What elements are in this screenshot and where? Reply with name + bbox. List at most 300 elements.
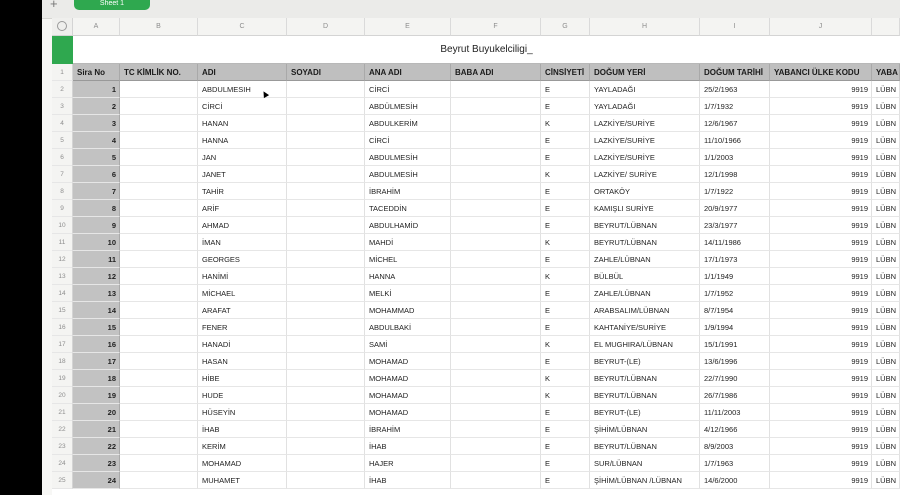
table-cell[interactable] bbox=[287, 455, 365, 472]
table-cell[interactable]: LÜBN bbox=[872, 200, 900, 217]
header-cell[interactable]: TC KİMLİK NO. bbox=[120, 64, 198, 81]
table-cell[interactable]: 1 bbox=[73, 81, 120, 98]
table-cell[interactable] bbox=[287, 472, 365, 489]
table-cell[interactable]: 23 bbox=[73, 455, 120, 472]
table-cell[interactable]: 20/9/1977 bbox=[700, 200, 770, 217]
table-cell[interactable]: 9919 bbox=[770, 472, 872, 489]
table-cell[interactable]: AHMAD bbox=[198, 217, 287, 234]
table-cell[interactable]: 8 bbox=[73, 200, 120, 217]
table-cell[interactable]: 9919 bbox=[770, 81, 872, 98]
table-cell[interactable]: E bbox=[541, 455, 590, 472]
table-cell[interactable]: LÜBN bbox=[872, 268, 900, 285]
table-cell[interactable]: LÜBN bbox=[872, 285, 900, 302]
table-cell[interactable]: 9919 bbox=[770, 166, 872, 183]
table-cell[interactable]: HİBE bbox=[198, 370, 287, 387]
table-cell[interactable]: 9919 bbox=[770, 285, 872, 302]
table-cell[interactable]: ABDÜLMESİH bbox=[365, 98, 451, 115]
table-cell[interactable]: ABDULBAKİ bbox=[365, 319, 451, 336]
table-cell[interactable]: ABDULHAMİD bbox=[365, 217, 451, 234]
row-number[interactable]: 18 bbox=[52, 353, 73, 370]
column-header[interactable]: A bbox=[73, 18, 120, 36]
table-cell[interactable] bbox=[120, 319, 198, 336]
table-cell[interactable]: 9919 bbox=[770, 200, 872, 217]
table-cell[interactable] bbox=[451, 234, 541, 251]
table-cell[interactable] bbox=[120, 387, 198, 404]
table-cell[interactable] bbox=[451, 200, 541, 217]
table-cell[interactable]: 9919 bbox=[770, 268, 872, 285]
table-cell[interactable]: MOHAMAD bbox=[365, 404, 451, 421]
table-cell[interactable] bbox=[451, 353, 541, 370]
table-cell[interactable] bbox=[287, 302, 365, 319]
table-cell[interactable]: LÜBN bbox=[872, 217, 900, 234]
table-cell[interactable]: E bbox=[541, 98, 590, 115]
table-cell[interactable]: ZAHLE/LÜBNAN bbox=[590, 251, 700, 268]
table-cell[interactable] bbox=[287, 183, 365, 200]
table-cell[interactable]: CİRCİ bbox=[365, 132, 451, 149]
table-cell[interactable]: İHAB bbox=[365, 438, 451, 455]
table-cell[interactable] bbox=[287, 353, 365, 370]
row-number[interactable]: 12 bbox=[52, 251, 73, 268]
header-cell[interactable]: ANA ADI bbox=[365, 64, 451, 81]
table-cell[interactable]: K bbox=[541, 166, 590, 183]
table-cell[interactable]: E bbox=[541, 81, 590, 98]
table-cell[interactable] bbox=[120, 149, 198, 166]
table-cell[interactable]: 9919 bbox=[770, 421, 872, 438]
table-cell[interactable]: E bbox=[541, 404, 590, 421]
table-cell[interactable]: 22/7/1990 bbox=[700, 370, 770, 387]
table-cell[interactable]: E bbox=[541, 200, 590, 217]
table-cell[interactable] bbox=[451, 387, 541, 404]
table-cell[interactable]: 1/1/2003 bbox=[700, 149, 770, 166]
column-header[interactable]: B bbox=[120, 18, 198, 36]
table-cell[interactable] bbox=[451, 472, 541, 489]
table-cell[interactable] bbox=[451, 404, 541, 421]
table-cell[interactable]: LÜBN bbox=[872, 370, 900, 387]
table-cell[interactable]: MİCHAEL bbox=[198, 285, 287, 302]
table-cell[interactable]: İHAB bbox=[365, 472, 451, 489]
table-cell[interactable]: 14/11/1986 bbox=[700, 234, 770, 251]
row-number[interactable]: 2 bbox=[52, 81, 73, 98]
table-cell[interactable]: K bbox=[541, 370, 590, 387]
header-cell[interactable]: Sira No bbox=[73, 64, 120, 81]
table-cell[interactable]: 12/6/1967 bbox=[700, 115, 770, 132]
table-cell[interactable]: 13 bbox=[73, 285, 120, 302]
table-cell[interactable] bbox=[287, 404, 365, 421]
table-cell[interactable] bbox=[287, 319, 365, 336]
table-cell[interactable]: 1/9/1994 bbox=[700, 319, 770, 336]
table-cell[interactable]: 9919 bbox=[770, 115, 872, 132]
table-cell[interactable]: YAYLADAĞI bbox=[590, 98, 700, 115]
row-number[interactable]: 13 bbox=[52, 268, 73, 285]
table-cell[interactable]: 1/1/1949 bbox=[700, 268, 770, 285]
column-header[interactable]: I bbox=[700, 18, 770, 36]
table-cell[interactable]: KAMIŞLI SURİYE bbox=[590, 200, 700, 217]
table-cell[interactable] bbox=[451, 421, 541, 438]
table-cell[interactable] bbox=[451, 166, 541, 183]
table-cell[interactable] bbox=[120, 166, 198, 183]
table-cell[interactable]: 9919 bbox=[770, 438, 872, 455]
sheet-grid[interactable] bbox=[52, 18, 900, 495]
table-cell[interactable]: 12 bbox=[73, 268, 120, 285]
table-cell[interactable]: ŞİHİM/LÜBNAN bbox=[590, 421, 700, 438]
table-cell[interactable]: LÜBN bbox=[872, 472, 900, 489]
table-cell[interactable]: 11/10/1966 bbox=[700, 132, 770, 149]
table-cell[interactable]: LAZKİYE/ SURİYE bbox=[590, 166, 700, 183]
select-all-corner[interactable] bbox=[52, 18, 73, 36]
table-cell[interactable] bbox=[287, 336, 365, 353]
table-cell[interactable]: ORTAKÖY bbox=[590, 183, 700, 200]
table-cell[interactable]: 9919 bbox=[770, 132, 872, 149]
table-cell[interactable] bbox=[451, 370, 541, 387]
row-number[interactable]: 22 bbox=[52, 421, 73, 438]
table-cell[interactable] bbox=[287, 217, 365, 234]
table-cell[interactable] bbox=[120, 268, 198, 285]
table-cell[interactable]: JANET bbox=[198, 166, 287, 183]
table-cell[interactable]: İBRAHİM bbox=[365, 421, 451, 438]
table-cell[interactable]: LÜBN bbox=[872, 183, 900, 200]
table-cell[interactable] bbox=[451, 132, 541, 149]
table-cell[interactable]: ABDULMESIH bbox=[198, 81, 287, 98]
column-header[interactable]: J bbox=[770, 18, 872, 36]
table-cell[interactable]: E bbox=[541, 132, 590, 149]
table-cell[interactable]: 9919 bbox=[770, 387, 872, 404]
header-cell[interactable]: ADI bbox=[198, 64, 287, 81]
table-cell[interactable]: GEORGES bbox=[198, 251, 287, 268]
row-number[interactable]: 9 bbox=[52, 200, 73, 217]
table-cell[interactable]: 11 bbox=[73, 251, 120, 268]
row-number[interactable]: 5 bbox=[52, 132, 73, 149]
table-cell[interactable]: 26/7/1986 bbox=[700, 387, 770, 404]
table-cell[interactable] bbox=[120, 217, 198, 234]
table-cell[interactable] bbox=[451, 336, 541, 353]
table-cell[interactable] bbox=[287, 132, 365, 149]
table-cell[interactable]: 15 bbox=[73, 319, 120, 336]
table-cell[interactable]: 15/1/1991 bbox=[700, 336, 770, 353]
table-cell[interactable]: TACEDDİN bbox=[365, 200, 451, 217]
table-cell[interactable]: 1/7/1963 bbox=[700, 455, 770, 472]
table-cell[interactable]: 9919 bbox=[770, 98, 872, 115]
table-cell[interactable]: MAHDİ bbox=[365, 234, 451, 251]
table-cell[interactable]: ABDULKERİM bbox=[365, 115, 451, 132]
row-number[interactable]: 15 bbox=[52, 302, 73, 319]
table-cell[interactable]: SAMİ bbox=[365, 336, 451, 353]
table-cell[interactable]: ARABSALIM/LÜBNAN bbox=[590, 302, 700, 319]
table-cell[interactable] bbox=[120, 302, 198, 319]
table-cell[interactable]: EL MUGHIRA/LÜBNAN bbox=[590, 336, 700, 353]
table-cell[interactable] bbox=[451, 251, 541, 268]
table-cell[interactable]: 23/3/1977 bbox=[700, 217, 770, 234]
table-cell[interactable]: KERİM bbox=[198, 438, 287, 455]
table-cell[interactable]: MELKİ bbox=[365, 285, 451, 302]
header-cell[interactable]: DOĞUM YERİ bbox=[590, 64, 700, 81]
header-cell[interactable]: CİNSİYETİ bbox=[541, 64, 590, 81]
table-cell[interactable] bbox=[120, 81, 198, 98]
row-number[interactable]: 21 bbox=[52, 404, 73, 421]
header-cell[interactable]: SOYADI bbox=[287, 64, 365, 81]
table-cell[interactable]: E bbox=[541, 217, 590, 234]
table-cell[interactable]: ŞİHİM/LÜBNAN /LÜBNAN bbox=[590, 472, 700, 489]
table-cell[interactable]: BÜLBÜL bbox=[590, 268, 700, 285]
table-cell[interactable]: LÜBN bbox=[872, 149, 900, 166]
tab-sheet-1[interactable]: Sheet 1 bbox=[74, 0, 150, 10]
column-header[interactable]: H bbox=[590, 18, 700, 36]
table-cell[interactable]: 22 bbox=[73, 438, 120, 455]
table-cell[interactable]: HUDE bbox=[198, 387, 287, 404]
table-cell[interactable] bbox=[287, 149, 365, 166]
table-cell[interactable] bbox=[287, 387, 365, 404]
table-cell[interactable]: 9919 bbox=[770, 234, 872, 251]
table-cell[interactable] bbox=[287, 166, 365, 183]
header-cell[interactable]: BABA ADI bbox=[451, 64, 541, 81]
table-cell[interactable]: 9 bbox=[73, 217, 120, 234]
table-cell[interactable] bbox=[451, 115, 541, 132]
table-cell[interactable]: K bbox=[541, 336, 590, 353]
table-cell[interactable] bbox=[120, 98, 198, 115]
table-cell[interactable]: 4/12/1966 bbox=[700, 421, 770, 438]
table-cell[interactable] bbox=[287, 438, 365, 455]
table-cell[interactable]: E bbox=[541, 353, 590, 370]
table-cell[interactable] bbox=[120, 183, 198, 200]
table-cell[interactable]: MİCHEL bbox=[365, 251, 451, 268]
table-cell[interactable] bbox=[451, 319, 541, 336]
row-number[interactable]: 8 bbox=[52, 183, 73, 200]
row-number[interactable]: 17 bbox=[52, 336, 73, 353]
table-cell[interactable]: BEYRUT-(LE) bbox=[590, 404, 700, 421]
table-cell[interactable] bbox=[451, 98, 541, 115]
row-number[interactable]: 25 bbox=[52, 472, 73, 489]
table-cell[interactable]: 9919 bbox=[770, 336, 872, 353]
table-cell[interactable]: E bbox=[541, 251, 590, 268]
table-cell[interactable] bbox=[287, 421, 365, 438]
row-number[interactable]: 1 bbox=[52, 64, 73, 81]
table-cell[interactable] bbox=[120, 336, 198, 353]
table-cell[interactable] bbox=[451, 149, 541, 166]
column-header[interactable]: D bbox=[287, 18, 365, 36]
table-cell[interactable]: 7 bbox=[73, 183, 120, 200]
table-cell[interactable]: ABDULMESİH bbox=[365, 166, 451, 183]
table-cell[interactable]: LÜBN bbox=[872, 404, 900, 421]
row-number[interactable]: 24 bbox=[52, 455, 73, 472]
table-cell[interactable] bbox=[120, 251, 198, 268]
table-cell[interactable]: 18 bbox=[73, 370, 120, 387]
table-cell[interactable]: LÜBN bbox=[872, 336, 900, 353]
table-cell[interactable]: E bbox=[541, 421, 590, 438]
table-cell[interactable]: JAN bbox=[198, 149, 287, 166]
table-cell[interactable]: ABDULMESİH bbox=[365, 149, 451, 166]
table-cell[interactable]: BEYRUT/LÜBNAN bbox=[590, 370, 700, 387]
table-cell[interactable]: 14/6/2000 bbox=[700, 472, 770, 489]
table-cell[interactable]: 1/7/1932 bbox=[700, 98, 770, 115]
table-cell[interactable]: BEYRUT-(LE) bbox=[590, 353, 700, 370]
row-number[interactable]: 20 bbox=[52, 387, 73, 404]
add-sheet-button[interactable]: + bbox=[50, 0, 58, 11]
table-cell[interactable] bbox=[287, 251, 365, 268]
table-cell[interactable] bbox=[287, 81, 365, 98]
table-cell[interactable]: 25/2/1963 bbox=[700, 81, 770, 98]
table-cell[interactable]: 11/11/2003 bbox=[700, 404, 770, 421]
row-number[interactable]: 4 bbox=[52, 115, 73, 132]
table-cell[interactable] bbox=[451, 455, 541, 472]
column-header[interactable]: F bbox=[451, 18, 541, 36]
table-cell[interactable]: HAJER bbox=[365, 455, 451, 472]
table-cell[interactable]: K bbox=[541, 234, 590, 251]
table-cell[interactable]: İMAN bbox=[198, 234, 287, 251]
row-number[interactable]: 6 bbox=[52, 149, 73, 166]
table-cell[interactable]: K bbox=[541, 387, 590, 404]
table-cell[interactable]: LAZKİYE/SURİYE bbox=[590, 149, 700, 166]
table-cell[interactable] bbox=[287, 370, 365, 387]
column-header[interactable] bbox=[872, 18, 900, 36]
table-cell[interactable]: LÜBN bbox=[872, 319, 900, 336]
table-cell[interactable]: 1/7/1922 bbox=[700, 183, 770, 200]
table-cell[interactable]: K bbox=[541, 115, 590, 132]
header-cell[interactable]: YABANCI ÜLKE KODU bbox=[770, 64, 872, 81]
table-cell[interactable]: CİRCİ bbox=[365, 81, 451, 98]
table-cell[interactable]: 9919 bbox=[770, 149, 872, 166]
table-cell[interactable] bbox=[451, 183, 541, 200]
row-number[interactable]: 10 bbox=[52, 217, 73, 234]
table-cell[interactable]: FENER bbox=[198, 319, 287, 336]
table-cell[interactable]: İHAB bbox=[198, 421, 287, 438]
table-cell[interactable]: 14 bbox=[73, 302, 120, 319]
table-cell[interactable]: ARİF bbox=[198, 200, 287, 217]
row-number[interactable]: 3 bbox=[52, 98, 73, 115]
row-number[interactable]: 11 bbox=[52, 234, 73, 251]
header-cell[interactable]: YABA bbox=[872, 64, 900, 81]
table-cell[interactable] bbox=[120, 455, 198, 472]
table-cell[interactable]: 19 bbox=[73, 387, 120, 404]
table-cell[interactable]: MOHAMAD bbox=[365, 387, 451, 404]
table-cell[interactable]: LÜBN bbox=[872, 115, 900, 132]
table-cell[interactable]: ARAFAT bbox=[198, 302, 287, 319]
table-cell[interactable]: 17/1/1973 bbox=[700, 251, 770, 268]
table-cell[interactable] bbox=[287, 285, 365, 302]
table-cell[interactable]: E bbox=[541, 302, 590, 319]
table-cell[interactable]: 9919 bbox=[770, 404, 872, 421]
table-cell[interactable] bbox=[287, 98, 365, 115]
table-cell[interactable] bbox=[120, 200, 198, 217]
table-cell[interactable]: LÜBN bbox=[872, 455, 900, 472]
table-cell[interactable] bbox=[451, 438, 541, 455]
table-cell[interactable]: 1/7/1952 bbox=[700, 285, 770, 302]
table-cell[interactable] bbox=[287, 200, 365, 217]
table-cell[interactable]: BEYRUT/LÜBNAN bbox=[590, 387, 700, 404]
table-cell[interactable] bbox=[287, 234, 365, 251]
table-cell[interactable]: LÜBN bbox=[872, 387, 900, 404]
table-cell[interactable]: MOHAMAD bbox=[365, 370, 451, 387]
table-cell[interactable]: 9919 bbox=[770, 302, 872, 319]
table-cell[interactable] bbox=[120, 370, 198, 387]
table-cell[interactable] bbox=[451, 268, 541, 285]
table-cell[interactable]: HANNA bbox=[198, 132, 287, 149]
table-cell[interactable]: CİRCİ bbox=[198, 98, 287, 115]
row-header-title[interactable] bbox=[52, 36, 73, 64]
table-cell[interactable]: İBRAHİM bbox=[365, 183, 451, 200]
table-cell[interactable] bbox=[120, 472, 198, 489]
table-cell[interactable]: LÜBN bbox=[872, 421, 900, 438]
table-cell[interactable] bbox=[120, 353, 198, 370]
table-cell[interactable]: MUHAMET bbox=[198, 472, 287, 489]
table-cell[interactable]: HÜSEYİN bbox=[198, 404, 287, 421]
table-cell[interactable] bbox=[120, 421, 198, 438]
table-cell[interactable] bbox=[120, 285, 198, 302]
table-cell[interactable]: E bbox=[541, 183, 590, 200]
table-cell[interactable]: HANNA bbox=[365, 268, 451, 285]
table-cell[interactable]: K bbox=[541, 268, 590, 285]
table-cell[interactable]: BEYRUT/LÜBNAN bbox=[590, 438, 700, 455]
header-cell[interactable]: DOĞUM TARİHİ bbox=[700, 64, 770, 81]
table-cell[interactable]: 4 bbox=[73, 132, 120, 149]
row-number[interactable]: 16 bbox=[52, 319, 73, 336]
table-cell[interactable]: E bbox=[541, 319, 590, 336]
column-header[interactable]: E bbox=[365, 18, 451, 36]
table-cell[interactable]: E bbox=[541, 285, 590, 302]
table-cell[interactable]: 3 bbox=[73, 115, 120, 132]
table-cell[interactable]: BEYRUT/LÜBNAN bbox=[590, 234, 700, 251]
table-cell[interactable]: E bbox=[541, 149, 590, 166]
table-cell[interactable]: 6 bbox=[73, 166, 120, 183]
table-cell[interactable]: 8/9/2003 bbox=[700, 438, 770, 455]
table-cell[interactable]: TAHİR bbox=[198, 183, 287, 200]
table-cell[interactable]: 9919 bbox=[770, 217, 872, 234]
table-cell[interactable] bbox=[287, 115, 365, 132]
table-cell[interactable]: 9919 bbox=[770, 251, 872, 268]
table-cell[interactable]: HANAN bbox=[198, 115, 287, 132]
table-cell[interactable] bbox=[451, 302, 541, 319]
table-cell[interactable] bbox=[120, 404, 198, 421]
table-cell[interactable]: 8/7/1954 bbox=[700, 302, 770, 319]
table-cell[interactable]: LAZKİYE/SURİYE bbox=[590, 115, 700, 132]
table-cell[interactable]: HANİMİ bbox=[198, 268, 287, 285]
table-cell[interactable]: HANADİ bbox=[198, 336, 287, 353]
table-cell[interactable] bbox=[451, 217, 541, 234]
table-cell[interactable]: 16 bbox=[73, 336, 120, 353]
table-cell[interactable]: YAYLADAĞI bbox=[590, 81, 700, 98]
row-number[interactable]: 7 bbox=[52, 166, 73, 183]
table-cell[interactable]: E bbox=[541, 472, 590, 489]
table-cell[interactable]: 24 bbox=[73, 472, 120, 489]
table-cell[interactable]: E bbox=[541, 438, 590, 455]
table-cell[interactable]: 17 bbox=[73, 353, 120, 370]
table-cell[interactable] bbox=[287, 268, 365, 285]
table-cell[interactable]: LÜBN bbox=[872, 81, 900, 98]
table-cell[interactable] bbox=[120, 115, 198, 132]
table-cell[interactable]: KAHTANİYE/SURİYE bbox=[590, 319, 700, 336]
table-cell[interactable]: 13/6/1996 bbox=[700, 353, 770, 370]
row-number[interactable]: 23 bbox=[52, 438, 73, 455]
table-cell[interactable]: LÜBN bbox=[872, 132, 900, 149]
table-cell[interactable]: MOHAMMAD bbox=[365, 302, 451, 319]
table-cell[interactable]: LÜBN bbox=[872, 251, 900, 268]
table-cell[interactable]: 20 bbox=[73, 404, 120, 421]
table-cell[interactable]: LÜBN bbox=[872, 166, 900, 183]
row-number[interactable]: 19 bbox=[52, 370, 73, 387]
table-cell[interactable]: LÜBN bbox=[872, 234, 900, 251]
table-cell[interactable]: LÜBN bbox=[872, 353, 900, 370]
table-cell[interactable] bbox=[120, 438, 198, 455]
table-cell[interactable]: 9919 bbox=[770, 319, 872, 336]
sheet-title[interactable]: Beyrut Buyukelciligi_ bbox=[440, 44, 533, 55]
table-cell[interactable] bbox=[451, 81, 541, 98]
table-cell[interactable]: 9919 bbox=[770, 183, 872, 200]
table-cell[interactable]: BEYRUT/LÜBNAN bbox=[590, 217, 700, 234]
table-cell[interactable]: LAZKİYE/SURİYE bbox=[590, 132, 700, 149]
column-header[interactable]: C bbox=[198, 18, 287, 36]
table-cell[interactable]: 2 bbox=[73, 98, 120, 115]
table-cell[interactable] bbox=[120, 132, 198, 149]
table-cell[interactable]: 9919 bbox=[770, 353, 872, 370]
table-cell[interactable]: MOHAMAD bbox=[365, 353, 451, 370]
